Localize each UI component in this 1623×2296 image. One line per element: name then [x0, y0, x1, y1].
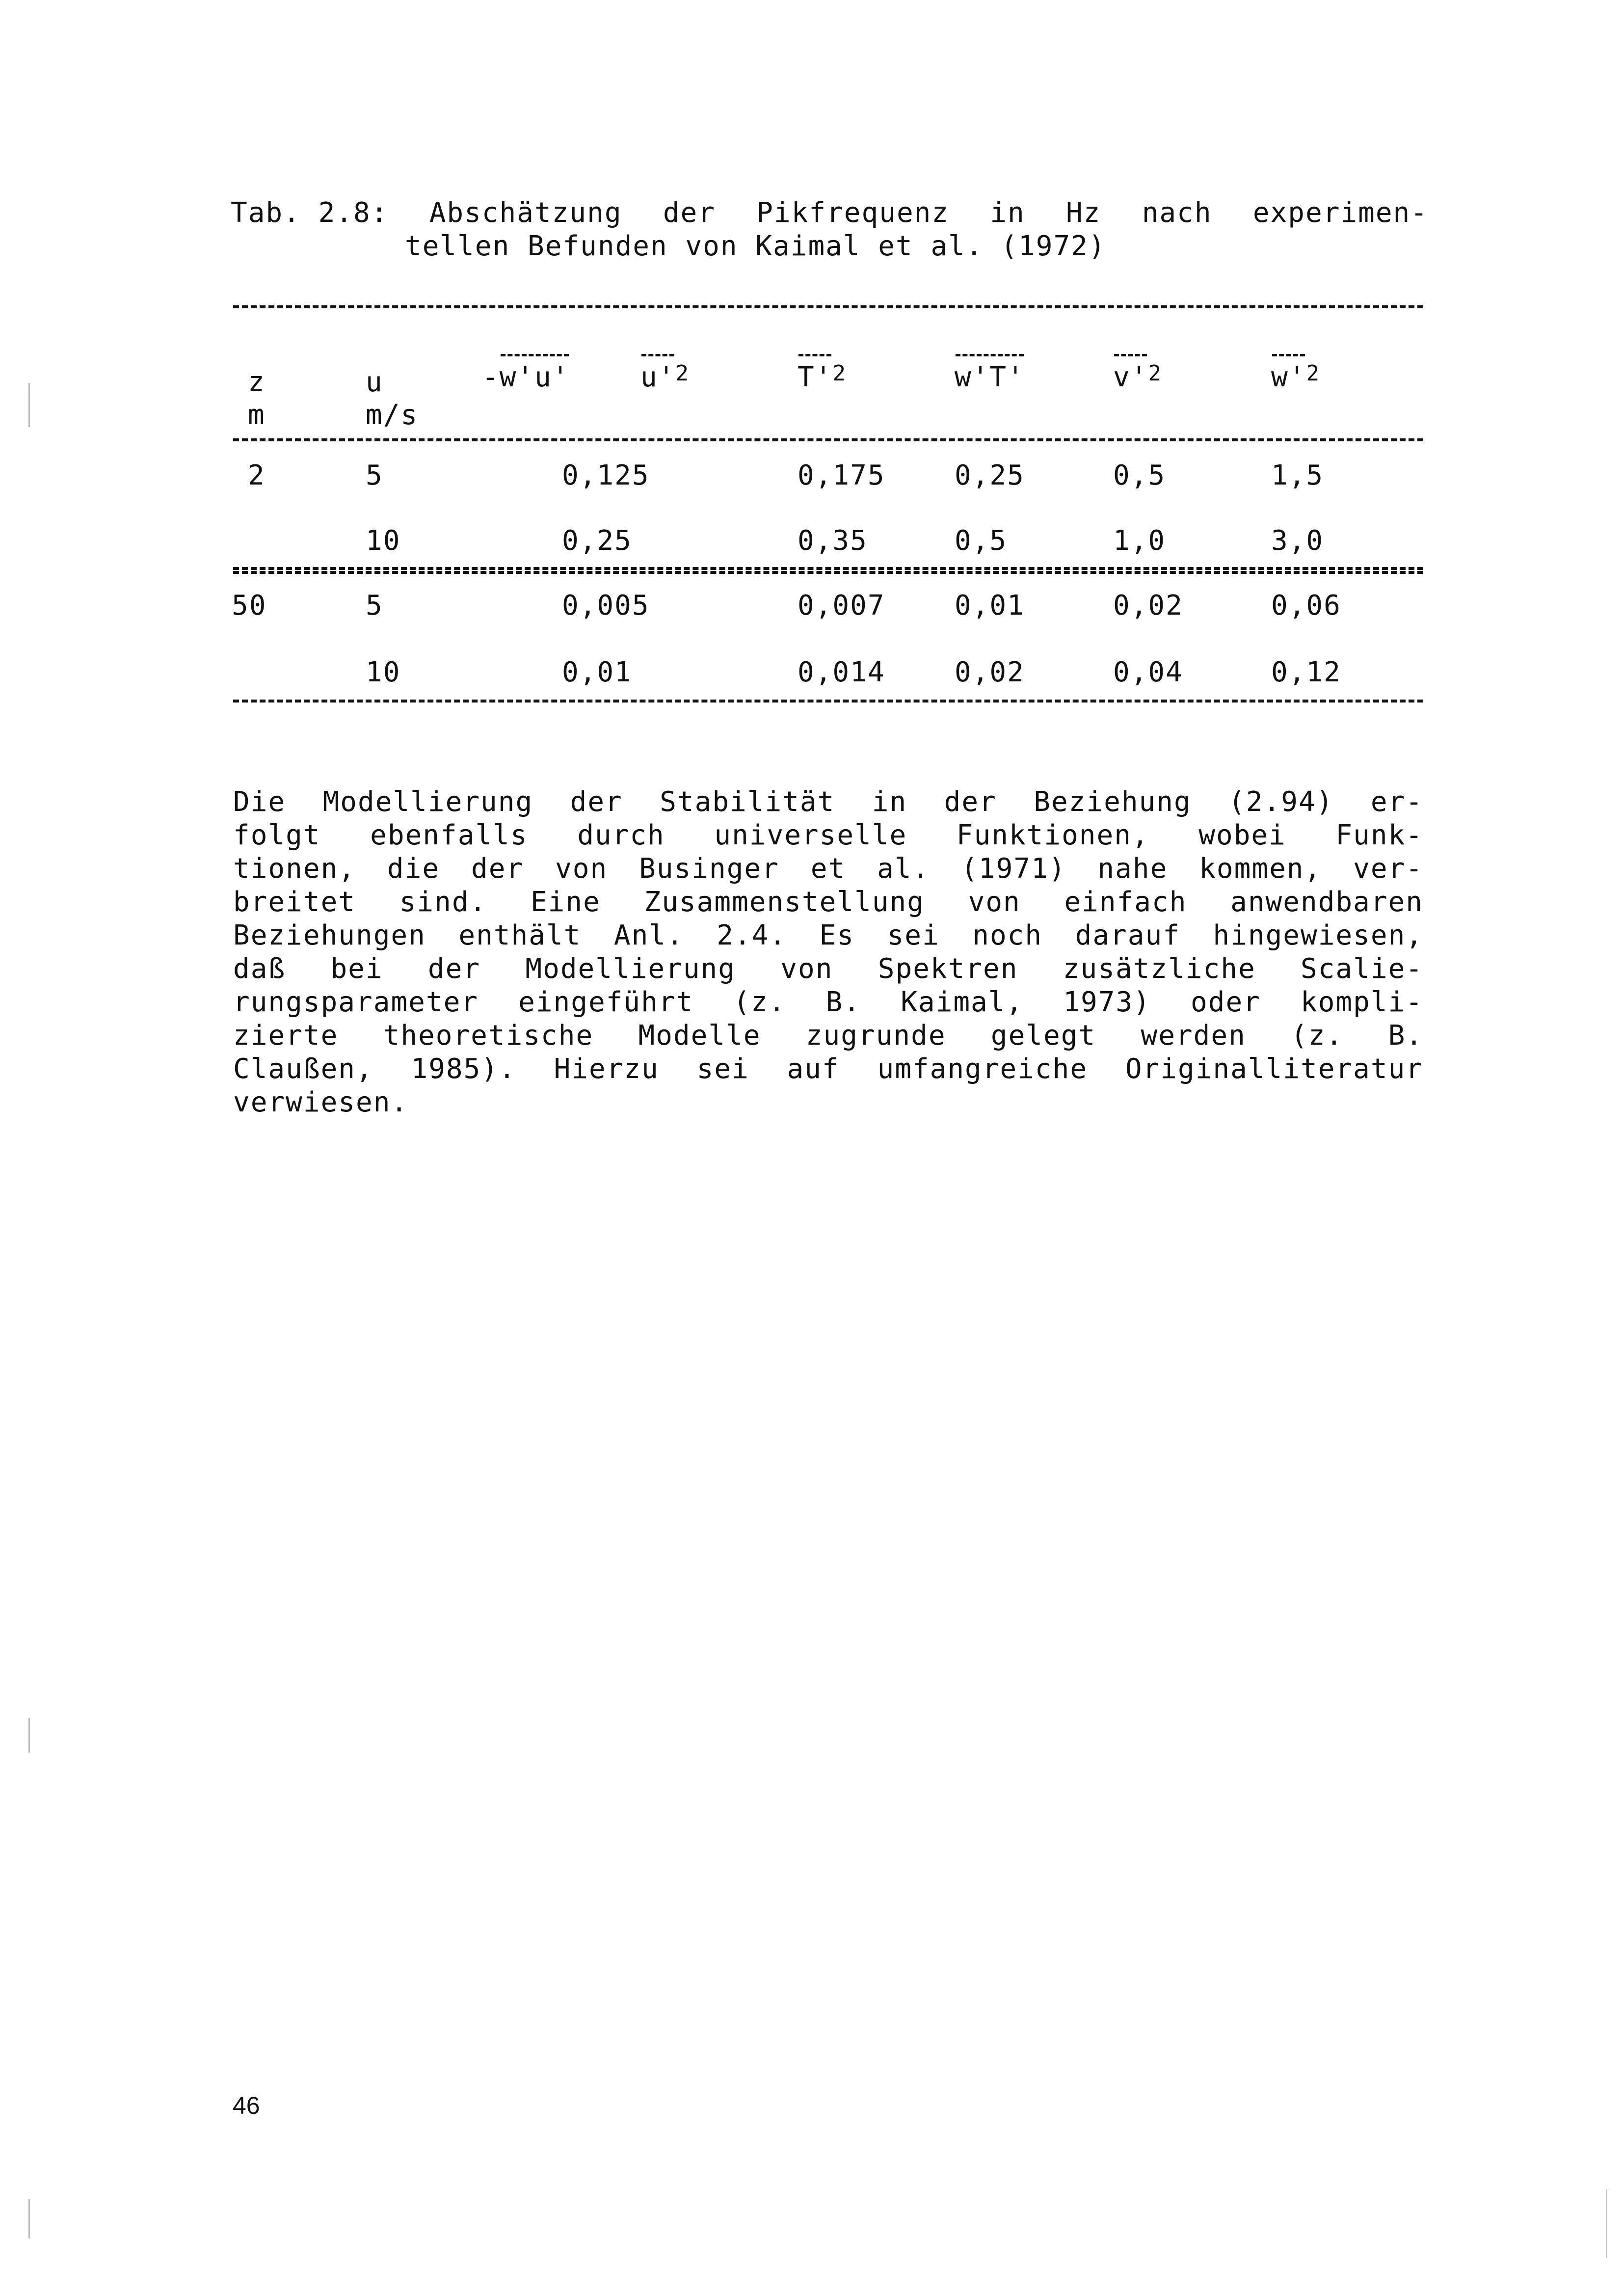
cell-value: 0,04: [1113, 656, 1183, 688]
overbar-u: u': [640, 361, 676, 393]
caption-word: experimen-: [1252, 197, 1428, 229]
scan-edge-mark: [28, 1718, 30, 1753]
caption-label: Tab. 2.8:: [231, 197, 389, 229]
header-u-unit: m/s: [366, 399, 419, 431]
cell-value: 0,014: [798, 656, 885, 688]
superscript-2: 2: [1306, 361, 1320, 386]
header-v-variance: [1113, 361, 1162, 396]
overbar-t: T': [798, 361, 833, 393]
superscript-2: 2: [1148, 361, 1162, 386]
paragraph-line: folgt ebenfalls durch universelle Funktionen, wobei Funk-: [233, 819, 1423, 851]
cell-value: 0,01: [562, 656, 632, 688]
caption-word: Pikfrequenz: [756, 197, 950, 229]
header-u: u: [366, 366, 383, 398]
cell-value: 0,06: [1271, 590, 1341, 621]
paragraph-line: verwiesen.: [233, 1086, 409, 1118]
header-w-variance: [1271, 361, 1320, 396]
header-z: z: [248, 366, 266, 398]
cell-value: 1,0: [1113, 525, 1166, 557]
superscript-2: 2: [675, 361, 690, 386]
header-t-variance: [798, 361, 847, 396]
cell-value: 0,175: [798, 459, 885, 491]
cell-u: 5: [366, 590, 383, 621]
caption-word: der: [663, 197, 716, 229]
overbar-wt: w'T': [955, 361, 1025, 393]
header-u-variance: [640, 361, 690, 396]
caption-word: in: [990, 197, 1025, 229]
paragraph-line: breitet sind. Eine Zusammenstellung von einfach anwendbaren: [233, 886, 1423, 918]
caption-line-2: tellen Befunden von Kaimal et al. (1972): [405, 230, 1106, 262]
page-number: 46: [233, 2092, 260, 2119]
table-group-rule: [233, 571, 1423, 574]
paragraph-line: Claußen, 1985). Hierzu sei auf umfangreiche Originalliteratur: [233, 1053, 1423, 1085]
paragraph-line: tionen, die der von Businger et al. (1971) nahe kommen, ver-: [233, 853, 1423, 885]
paragraph-line: Die Modellierung der Stabilität in der Beziehung (2.94) er-: [233, 786, 1423, 818]
scan-edge-mark: [28, 2199, 30, 2239]
scan-edge-mark: [1606, 2189, 1607, 2258]
cell-value: 0,5: [955, 525, 1008, 557]
cell-value: 0,5: [1113, 459, 1166, 491]
cell-value: 0,35: [798, 525, 868, 557]
cell-value: 0,125: [562, 459, 650, 491]
cell-value: 0,02: [1113, 590, 1183, 621]
cell-u: 10: [366, 656, 401, 688]
cell-u: 10: [366, 525, 401, 557]
cell-z: 2: [248, 459, 266, 491]
caption-word: Hz: [1066, 197, 1101, 229]
caption-line-1: [231, 196, 1428, 230]
paragraph-line: zierte theoretische Modelle zugrunde gelegt werden (z. B.: [233, 1020, 1423, 1052]
cell-value: 0,007: [798, 590, 885, 621]
cell-z: 50: [232, 590, 267, 621]
caption-word: nach: [1142, 197, 1212, 229]
cell-value: 0,12: [1271, 656, 1341, 688]
paragraph-line: rungsparameter eingeführt (z. B. Kaimal, 1973) oder kompli-: [233, 986, 1423, 1018]
superscript-2: 2: [832, 361, 847, 386]
cell-value: 3,0: [1271, 525, 1324, 557]
overbar-v: v': [1113, 361, 1148, 393]
overbar-w: w': [1271, 361, 1306, 393]
cell-value: 0,01: [955, 590, 1025, 621]
cell-value: 1,5: [1271, 459, 1324, 491]
cell-u: 5: [366, 459, 383, 491]
table-bottom-rule: [233, 700, 1423, 702]
paragraph-line: Beziehungen enthält Anl. 2.4. Es sei noch darauf hingewiesen,: [233, 919, 1423, 951]
table-caption: [231, 196, 1428, 263]
overbar-wu: w'u': [499, 361, 570, 393]
caption-word: Abschätzung: [429, 197, 622, 229]
header-wt-covariance: [955, 361, 1025, 394]
cell-value: 0,25: [955, 459, 1025, 491]
scan-edge-mark: [28, 383, 30, 427]
cell-value: 0,02: [955, 656, 1025, 688]
body-paragraph: [233, 785, 1423, 1119]
table-top-rule: [233, 305, 1423, 308]
table-group-rule: [233, 567, 1423, 570]
paragraph-line: daß bei der Modellierung von Spektren zusätzliche Scalie-: [233, 953, 1423, 985]
header-z-unit: m: [248, 399, 266, 431]
cell-value: 0,25: [562, 525, 632, 557]
header-wu-covariance: [482, 361, 570, 394]
minus-sign: -: [482, 361, 500, 393]
cell-value: 0,005: [562, 590, 650, 621]
table-header-rule: [233, 438, 1423, 441]
